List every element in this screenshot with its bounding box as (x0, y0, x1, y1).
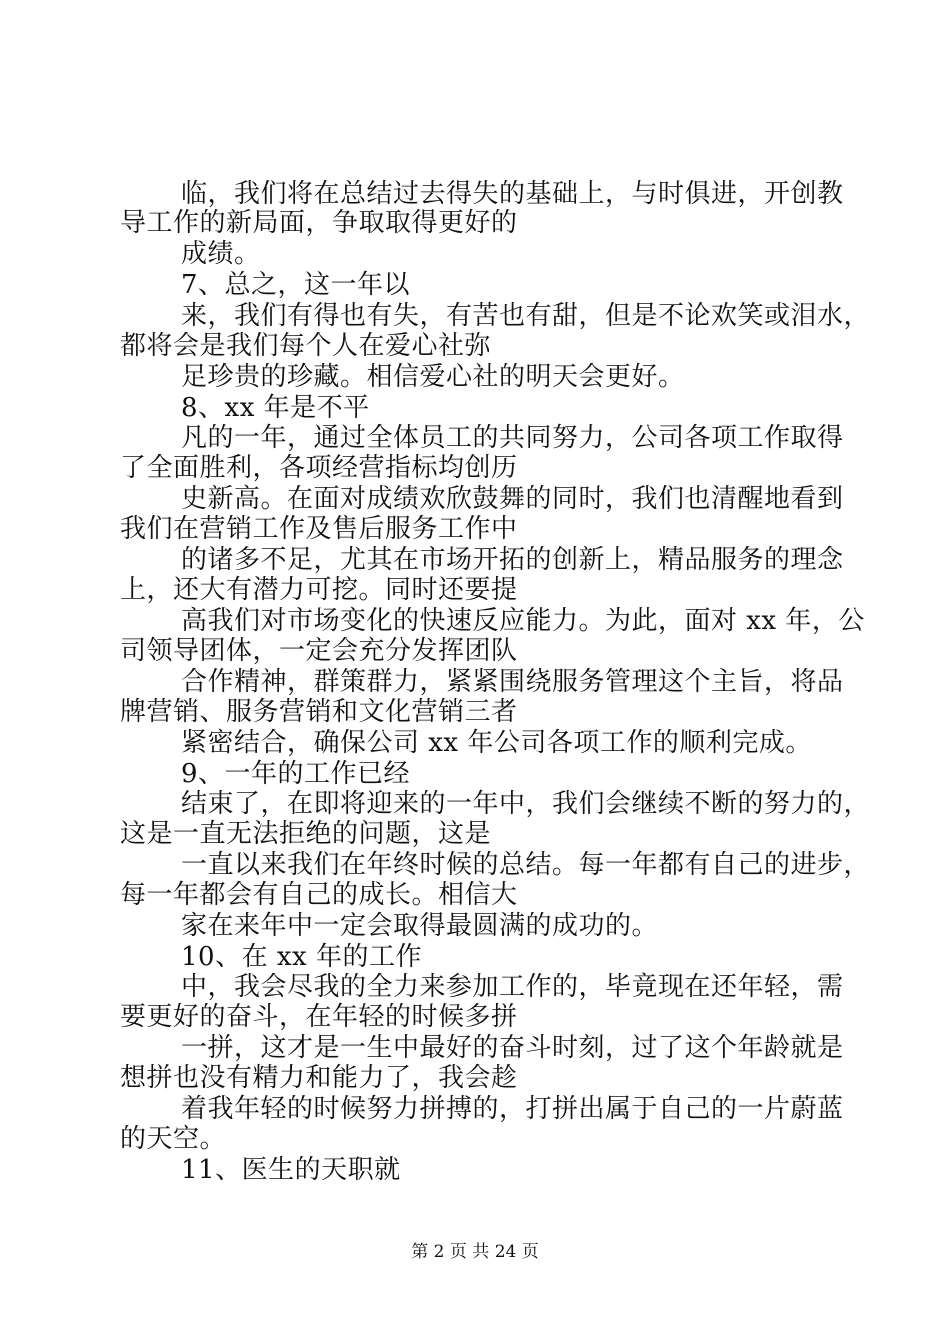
text-line: 高我们对市场变化的快速反应能力。为此，面对 xx 年，公 (181, 606, 865, 636)
text-line: 想拼也没有精力和能力了，我会趁 (120, 1063, 518, 1093)
text-line: 都将会是我们每个人在爱心社弥 (120, 331, 492, 361)
text-line: 司领导团体，一定会充分发挥团队 (120, 636, 518, 666)
text-line: 9、一年的工作已经 (181, 759, 411, 789)
text-line: 一拼，这才是一生中最好的奋斗时刻，过了这个年龄就是 (181, 1033, 844, 1063)
text-line: 要更好的奋斗，在年轻的时候多拼 (120, 1002, 518, 1032)
text-line: 足珍贵的珍藏。相信爱心社的明天会更好。 (181, 362, 685, 392)
text-line: 着我年轻的时候努力拼搏的，打拼出属于自己的一片蔚蓝 (181, 1094, 844, 1124)
text-line: 一直以来我们在年终时候的总结。每一年都有自己的进步， (181, 850, 871, 880)
text-line: 来，我们有得也有失，有苦也有甜，但是不论欢笑或泪水， (181, 301, 871, 331)
page-footer (0, 1244, 950, 1261)
text-line: 我们在营销工作及售后服务工作中 (120, 514, 518, 544)
text-line: 结束了，在即将迎来的一年中，我们会继续不断的努力的， (181, 789, 871, 819)
text-line: 11、医生的天职就 (181, 1155, 401, 1185)
text-line: 7、总之，这一年以 (181, 270, 411, 300)
text-line: 每一年都会有自己的成长。相信大 (120, 880, 518, 910)
text-line: 合作精神，群策群力，紧紧围绕服务管理这个主旨，将品 (181, 667, 844, 697)
text-line: 临，我们将在总结过去得失的基础上，与时俱进，开创教 (181, 179, 844, 209)
text-line: 成绩。 (181, 239, 261, 269)
text-line: 凡的一年，通过全体员工的共同努力，公司各项工作取得 (181, 423, 844, 453)
text-line: 上，还大有潜力可挖。同时还要提 (120, 575, 518, 605)
text-line: 史新高。在面对成绩欢欣鼓舞的同时，我们也清醒地看到 (181, 484, 844, 514)
text-line: 8、xx 年是不平 (181, 393, 370, 423)
text-line: 家在来年中一定会取得最圆满的成功的。 (181, 911, 659, 941)
text-line: 这是一直无法拒绝的问题，这是 (120, 819, 492, 849)
text-line: 的天空。 (120, 1124, 227, 1154)
text-line: 10、在 xx 年的工作 (181, 942, 422, 972)
text-line: 牌营销、服务营销和文化营销三者 (120, 697, 518, 727)
text-line: 中，我会尽我的全力来参加工作的，毕竟现在还年轻，需 (181, 972, 844, 1002)
text-line: 导工作的新局面，争取取得更好的 (120, 208, 518, 238)
text-line: 的诸多不足，尤其在市场开拓的创新上，精品服务的理念 (181, 545, 844, 575)
text-line: 了全面胜利，各项经营指标均创历 (120, 453, 518, 483)
text-line: 紧密结合，确保公司 xx 年公司各项工作的顺利完成。 (181, 728, 812, 758)
page-number-label: 第 2 页 共 24 页 (411, 1242, 539, 1262)
